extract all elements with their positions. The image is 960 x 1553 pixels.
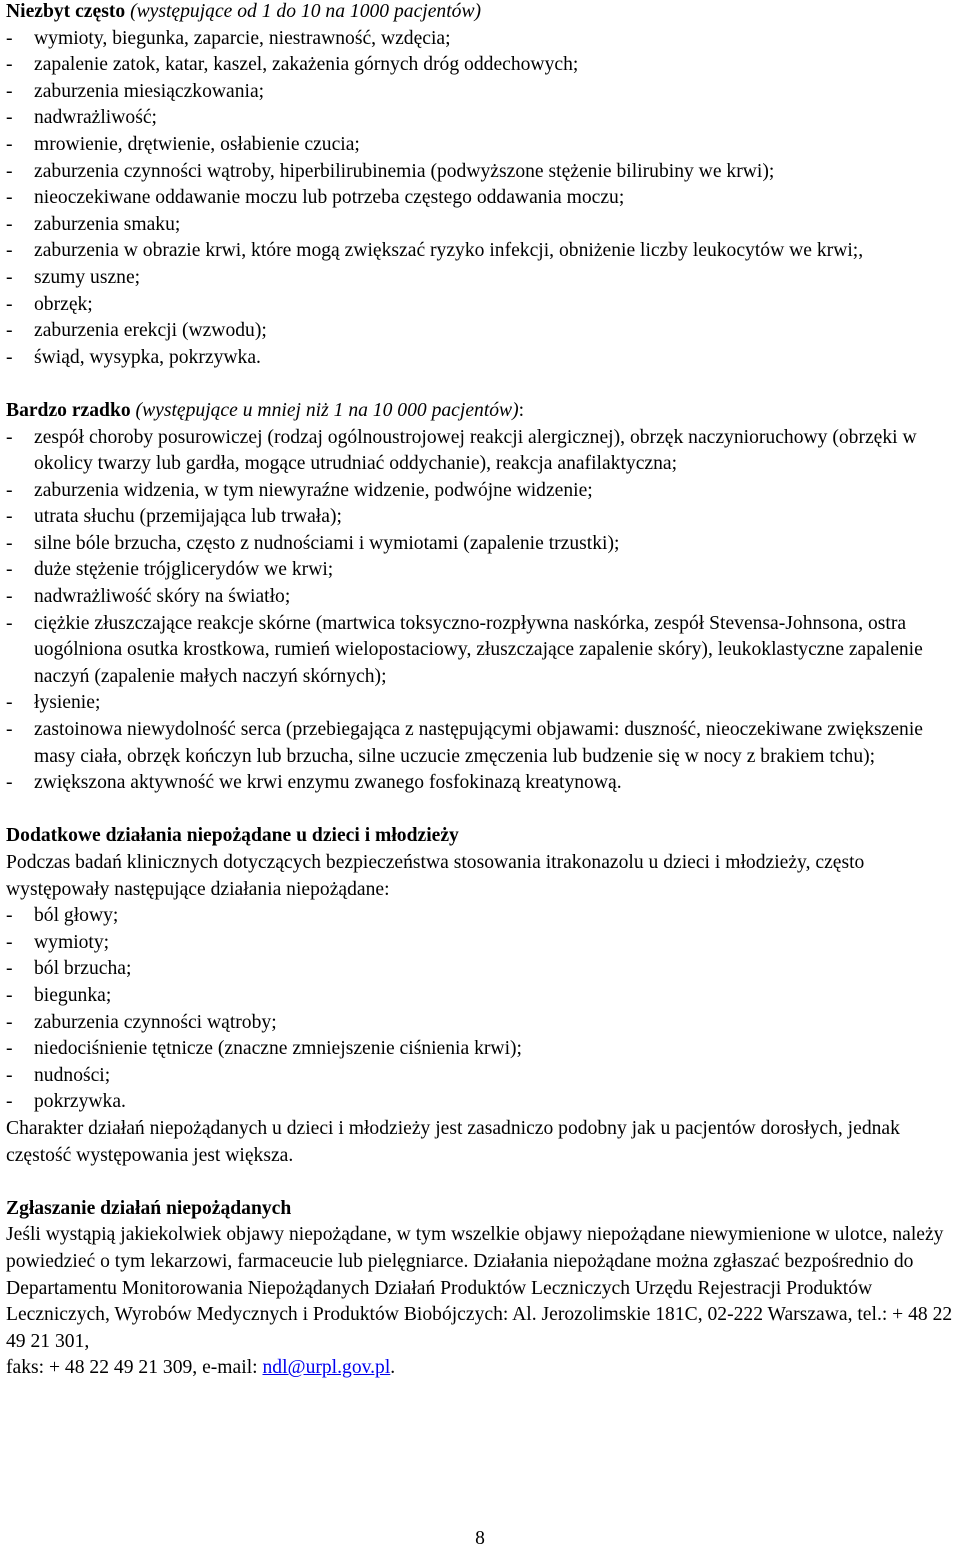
list-item: - zapalenie zatok, katar, kaszel, zakażenia górnych dróg oddechowych; — [6, 52, 958, 79]
document-page — [6, 0, 958, 1382]
section-reporting-contact — [6, 1355, 958, 1382]
list-item: - zaburzenia smaku; — [6, 212, 958, 239]
list-item: - zaburzenia w obrazie krwi, które mogą zwiększać ryzyko infekcji, obniżenie liczby leukocytów we krwi;, — [6, 238, 958, 265]
section-very-rare-title: Bardzo rzadko — [6, 399, 131, 421]
section-very-rare-colon: : — [518, 399, 525, 421]
list-item: - silne bóle brzucha, często z nudnościami i wymiotami (zapalenie trzustki); — [6, 531, 958, 558]
list-item: - mrowienie, drętwienie, osłabienie czucia; — [6, 132, 958, 159]
list-item: - nadwrażliwość; — [6, 105, 958, 132]
section-reporting-title: Zgłaszanie działań niepożądanych — [6, 1197, 292, 1219]
section-reporting — [6, 1196, 958, 1382]
section-very-rare — [6, 398, 958, 797]
section-very-rare-heading — [6, 398, 958, 425]
list-item: - nudności; — [6, 1063, 958, 1090]
very-rare-list — [6, 425, 958, 797]
list-item: - ból głowy; — [6, 903, 958, 930]
list-item: - nieoczekiwane oddawanie moczu lub potrzeba częstego oddawania moczu; — [6, 185, 958, 212]
list-item: - zaburzenia widzenia, w tym niewyraźne widzenie, podwójne widzenie; — [6, 478, 958, 505]
section-uncommon-heading — [6, 0, 958, 26]
list-item: - zaburzenia czynności wątroby; — [6, 1010, 958, 1037]
contact-end: . — [390, 1357, 396, 1379]
list-item: - niedociśnienie tętnicze (znaczne zmniejszenie ciśnienia krwi); — [6, 1036, 958, 1063]
list-item: - ciężkie złuszczające reakcje skórne (martwica toksyczno-rozpływna naskórka, zespół Stevensa-Johnsona, ostra uogólniona osutka krostkowa, rumień wielopostaciowy, złuszczające zapalenie skóry), leukoklastyczne zapalenie naczyń (zapalenie małych naczyń skórnych); — [6, 611, 958, 691]
section-uncommon-title: Niezbyt często — [6, 1, 126, 22]
list-item: - ból brzucha; — [6, 956, 958, 983]
list-item: - duże stężenie trójglicerydów we krwi; — [6, 557, 958, 584]
list-item: - świąd, wysypka, pokrzywka. — [6, 345, 958, 372]
section-children-intro: Podczas badań klinicznych dotyczących bezpieczeństwa stosowania itrakonazolu u dzieci i młodzieży, często występowały następujące działania niepożądane: — [6, 852, 865, 900]
page-number: 8 — [475, 1528, 485, 1549]
section-children-heading — [6, 823, 958, 850]
list-item: - obrzęk; — [6, 292, 958, 319]
list-item: - utrata słuchu (przemijająca lub trwała); — [6, 504, 958, 531]
section-children-title: Dodatkowe działania niepożądane u dzieci i młodzieży — [6, 825, 459, 847]
section-children — [6, 823, 958, 1169]
list-item: - zespół choroby posurowiczej (rodzaj ogólnoustrojowej reakcji alergicznej), obrzęk naczynioruchowy (obrzęki w okolicy twarzy lub gardła, mogące utrudniać oddychanie), reakcja anafilaktyczna; — [6, 425, 958, 478]
section-uncommon-subtitle: (występujące od 1 do 10 na 1000 pacjentów) — [130, 1, 482, 22]
list-item: - pokrzywka. — [6, 1089, 958, 1116]
list-item: - wymioty, biegunka, zaparcie, niestrawność, wzdęcia; — [6, 26, 958, 53]
email-link[interactable]: ndl@urpl.gov.pl — [262, 1357, 391, 1379]
list-item: - zwiększona aktywność we krwi enzymu zwanego fosfokinazą kreatynową. — [6, 770, 958, 797]
section-very-rare-subtitle: (występujące u mniej niż 1 na 10 000 pacjentów) — [135, 399, 519, 421]
list-item: - biegunka; — [6, 983, 958, 1010]
fax-line: faks: + 48 22 49 21 309, e-mail: — [6, 1357, 263, 1379]
section-children-outro: Charakter działań niepożądanych u dzieci i młodzieży jest zasadniczo podobny jak u pacjentów dorosłych, jednak częstość występowania jest większa. — [6, 1117, 900, 1166]
section-uncommon — [6, 0, 958, 371]
list-item: - zaburzenia czynności wątroby, hiperbilirubinemia (podwyższone stężenie bilirubiny we krwi); — [6, 159, 958, 186]
section-reporting-heading — [6, 1196, 958, 1223]
list-item: - wymioty; — [6, 930, 958, 957]
list-item: - szumy uszne; — [6, 265, 958, 292]
uncommon-list — [6, 26, 958, 372]
children-list — [6, 903, 958, 1116]
list-item: - zastoinowa niewydolność serca (przebiegająca z następującymi objawami: duszność, nieoczekiwane zwiększenie masy ciała, obrzęk kończyn lub brzucha, silne uczucie zmęczenia lub budzenie się w nocy z brakiem tchu); — [6, 717, 958, 770]
section-reporting-body: Jeśli wystąpią jakiekolwiek objawy niepożądane, w tym wszelkie objawy niepożądane niewymienione w ulotce, należy powiedzieć o tym lekarzowi, farmaceucie lub pielęgniarce. Działania niepożądane można zgłaszać bezpośrednio do Departamentu Monitorowania Niepożądanych Działań Produktów Leczniczych Urzędu Rejestracji Produktów Leczniczych, Wyrobów Medycznych i Produktów Biobójczych: Al. Jerozolimskie 181C, 02-222 Warszawa, tel.: + 48 22 49 21 301, — [6, 1224, 953, 1352]
list-item: - zaburzenia miesiączkowania; — [6, 79, 958, 106]
list-item: - zaburzenia erekcji (wzwodu); — [6, 318, 958, 345]
list-item: - łysienie; — [6, 690, 958, 717]
list-item: - nadwrażliwość skóry na światło; — [6, 584, 958, 611]
